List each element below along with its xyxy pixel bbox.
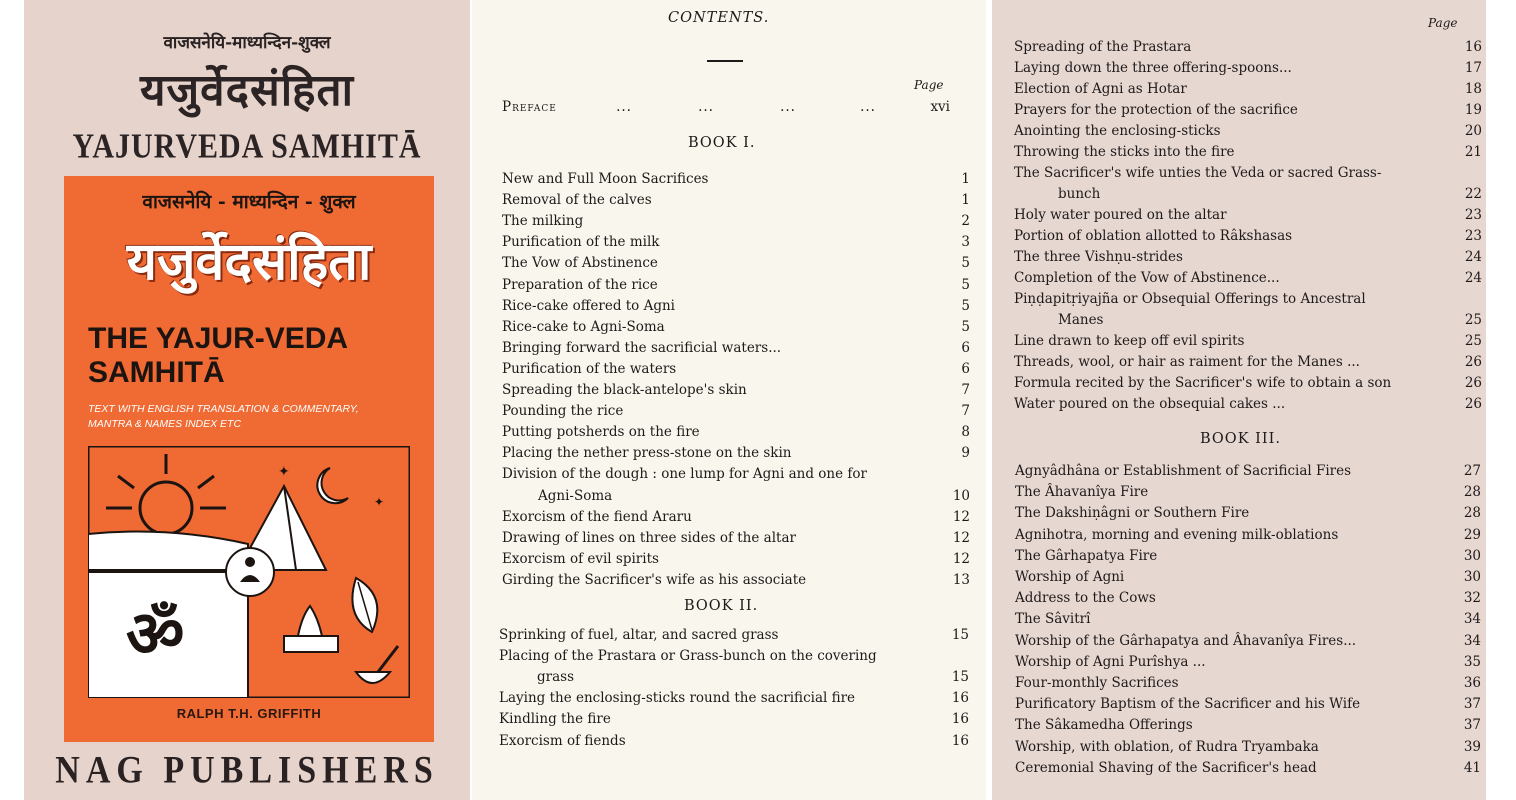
- toc-page: 23: [1464, 207, 1482, 223]
- toc-title: The milking: [502, 213, 584, 230]
- toc-entry: [502, 401, 970, 422]
- toc-entry: [1015, 609, 1481, 630]
- toc-entry: [502, 549, 970, 570]
- toc-title: Exorcism of evil spirits: [502, 550, 659, 567]
- svg-text:ॐ: ॐ: [126, 597, 185, 672]
- toc-page: 15: [951, 627, 969, 643]
- contents-heading: CONTENTS.: [668, 10, 770, 26]
- toc-page: 36: [1463, 675, 1481, 691]
- toc-entry: [502, 464, 950, 485]
- toc-title: Removal of the calves: [502, 192, 652, 209]
- toc-entry: [502, 232, 970, 253]
- toc-title: Worship of the Gârhapatya and Âhavanîya Fires...: [1015, 632, 1357, 649]
- cover-illustration: [88, 446, 410, 698]
- toc-entry: [1014, 205, 1482, 226]
- toc-title: Water poured on the obsequial cakes ...: [1014, 396, 1286, 412]
- book-3-heading: BOOK III.: [1200, 431, 1281, 447]
- toc-title: Laying the enclosing-sticks round the sacrificial fire: [499, 690, 856, 707]
- toc-entry: [502, 528, 970, 549]
- toc-title: New and Full Moon Sacrifices: [502, 171, 709, 187]
- toc-title: Ceremonial Shaving of the Sacrificer's head: [1015, 759, 1317, 776]
- svg-text:✦: ✦: [278, 464, 290, 480]
- toc-page: 34: [1463, 611, 1481, 628]
- toc-page: 26: [1464, 354, 1482, 370]
- toc-entry: [502, 380, 970, 401]
- leader-dots: ...: [698, 99, 714, 115]
- toc-title: Preparation of the rice: [502, 276, 658, 293]
- heading-rule: [707, 60, 743, 62]
- toc-page: 10: [952, 487, 970, 504]
- toc-entry: [1014, 37, 1482, 58]
- page-column-label: Page: [914, 78, 944, 92]
- toc-title: Division of the dough : one lump for Agni and one for: [502, 466, 867, 483]
- toc-title: Kindling the fire: [499, 711, 611, 728]
- toc-page: 16: [951, 732, 969, 749]
- book-english-title: [88, 322, 428, 390]
- toc-page: 32: [1463, 590, 1481, 607]
- toc-entry: [1015, 525, 1481, 546]
- book-title-line-2: SAMHITĀ: [88, 356, 225, 389]
- toc-entry: [502, 169, 970, 190]
- toc-title: Purification of the milk: [502, 234, 660, 251]
- toc-page: 5: [961, 297, 970, 314]
- toc-page: 28: [1463, 484, 1481, 501]
- toc-title: Anointing the enclosing-sticks: [1014, 123, 1221, 139]
- toc-title: Piṇḍapitṛiyajña or Obsequial Offerings to Ancestral: [1014, 291, 1366, 307]
- toc-title: The three Vishṇu-strides: [1014, 249, 1183, 265]
- publisher-name: NAG PUBLISHERS: [55, 749, 439, 792]
- toc-entry: [502, 317, 970, 338]
- toc-page: 26: [1464, 396, 1482, 412]
- toc-entry: [502, 296, 970, 317]
- toc-entry: [502, 253, 970, 274]
- toc-page: 27: [1463, 463, 1481, 479]
- toc-entry: [1014, 121, 1482, 142]
- toc-title: Exorcism of fiends: [499, 732, 626, 749]
- leader-dots: ...: [860, 99, 876, 115]
- toc-page: 1: [961, 171, 970, 187]
- contents-page-1: [472, 0, 986, 800]
- toc-page: 24: [1464, 270, 1482, 286]
- toc-entry: [502, 190, 970, 211]
- toc-entry: [1015, 758, 1481, 779]
- toc-page: 25: [1464, 312, 1482, 328]
- toc-entry: [1014, 58, 1482, 79]
- toc-page: 25: [1464, 333, 1482, 349]
- toc-entry: [1014, 394, 1482, 415]
- toc-entry: [1014, 142, 1482, 163]
- toc-entry: [1014, 373, 1482, 394]
- toc-page: xvi: [930, 99, 950, 115]
- toc-title: bunch: [1058, 186, 1101, 202]
- toc-entry: [499, 731, 969, 752]
- toc-title: The Sâkamedha Offerings: [1015, 717, 1193, 734]
- book-subtitle: [88, 402, 428, 432]
- book-hindi-subtitle: वाजसनेयि - माध्यन्दिन - शुक्ल: [142, 191, 356, 213]
- toc-title: Agnihotra, morning and evening milk-oblations: [1015, 526, 1339, 543]
- toc-page: 7: [961, 403, 970, 420]
- page-column-label: Page: [1428, 16, 1458, 30]
- toc-entry: [1015, 673, 1481, 694]
- toc-entry: [1058, 184, 1482, 205]
- toc-title: Line drawn to keep off evil spirits: [1014, 333, 1245, 349]
- toc-page: 8: [961, 424, 970, 441]
- toc-title: The Vow of Abstinence: [502, 255, 658, 272]
- toc-entry: [1015, 694, 1481, 715]
- toc-entry: [1058, 310, 1482, 331]
- toc-title: Agni-Soma: [538, 487, 613, 504]
- toc-page: 18: [1464, 81, 1482, 97]
- toc-page: 17: [1464, 60, 1482, 76]
- cover-hindi-title: यजुर्वेदसंहिता: [140, 65, 354, 116]
- toc-entry: [502, 211, 970, 232]
- toc-entry: [1014, 268, 1482, 289]
- toc-entry: [1014, 331, 1482, 352]
- toc-title: The Gârhapatya Fire: [1015, 547, 1158, 564]
- toc-title: Placing of the Prastara or Grass-bunch on the covering: [499, 648, 877, 665]
- cover-english-title: YAJURVEDA SAMHITĀ: [72, 127, 422, 166]
- cover-panel: [24, 0, 470, 800]
- toc-page: 15: [951, 669, 969, 686]
- svg-text:✦: ✦: [374, 495, 385, 509]
- toc-page: 13: [952, 571, 970, 588]
- toc-entry: [1015, 631, 1481, 652]
- cover-hindi-subtitle: वाजसनेयि-माध्यन्दिन-शुक्ल: [163, 33, 331, 53]
- toc-title: Rice-cake to Agni-Soma: [502, 318, 665, 335]
- toc-title: Laying down the three offering-spoons...: [1014, 60, 1292, 76]
- book-cover-image: [64, 176, 434, 742]
- toc-page: 9: [961, 445, 970, 462]
- toc-page: 6: [961, 360, 970, 377]
- toc-page: 3: [961, 234, 970, 251]
- toc-page: 20: [1464, 123, 1482, 139]
- toc-title: Spreading the black-antelope's skin: [502, 382, 747, 398]
- book-subtitle-line-1: TEXT WITH ENGLISH TRANSLATION & COMMENTARY,: [88, 403, 359, 415]
- toc-title: Placing the nether press-stone on the skin: [502, 445, 792, 462]
- toc-page: 16: [1464, 39, 1482, 55]
- toc-title: Portion of oblation allotted to Râkshasas: [1014, 228, 1293, 244]
- toc-entry: [502, 422, 970, 443]
- toc-entry: [499, 709, 969, 730]
- toc-page: 7: [961, 382, 970, 398]
- toc-entry: [1014, 163, 1474, 184]
- contents-page-2: [992, 0, 1486, 800]
- toc-title: Sprinking of fuel, altar, and sacred grass: [499, 627, 779, 643]
- toc-page: 6: [961, 339, 970, 356]
- toc-page: 2: [961, 213, 970, 230]
- toc-entry: [537, 667, 969, 688]
- om-icon: [88, 572, 248, 698]
- toc-entry: [502, 338, 970, 359]
- toc-entry: [1015, 588, 1481, 609]
- book-hindi-title: यजुर्वेदसंहिता: [126, 231, 372, 292]
- toc-page: 41: [1463, 759, 1481, 776]
- toc-title: Pounding the rice: [502, 403, 624, 420]
- toc-entry: [502, 507, 970, 528]
- toc-title: Purification of the waters: [502, 360, 677, 377]
- toc-page: 22: [1464, 186, 1482, 202]
- book-2-heading: BOOK II.: [684, 598, 759, 614]
- toc-page: 5: [961, 276, 970, 293]
- toc-title: Exorcism of the fiend Araru: [502, 508, 692, 525]
- toc-page: 1: [961, 192, 970, 209]
- toc-title: Address to the Cows: [1015, 590, 1156, 607]
- toc-page: 26: [1464, 375, 1482, 391]
- toc-title: Election of Agni as Hotar: [1014, 81, 1187, 97]
- toc-page: 28: [1463, 505, 1481, 522]
- book-title-line-1: THE YAJUR-VEDA: [88, 322, 349, 355]
- toc-title: The Sacrificer's wife unties the Veda or sacred Grass-: [1014, 165, 1382, 181]
- toc-entry: [1014, 226, 1482, 247]
- toc-entry: [1015, 482, 1481, 503]
- toc-entry: [1014, 100, 1482, 121]
- book-1-heading: BOOK I.: [688, 135, 756, 151]
- toc-title: Manes: [1058, 312, 1104, 328]
- toc-page: 24: [1464, 249, 1482, 265]
- toc-page: 12: [952, 529, 970, 546]
- toc-entry: [1014, 79, 1482, 100]
- toc-title: Purificatory Baptism of the Sacrificer and his Wife: [1015, 696, 1361, 713]
- book-subtitle-line-2: MANTRA & NAMES INDEX ETC: [88, 418, 242, 430]
- toc-page: 5: [961, 318, 970, 335]
- toc-page: 35: [1463, 653, 1481, 670]
- toc-title: Worship of Agni Purîshya ...: [1015, 653, 1206, 670]
- toc-page: 37: [1463, 717, 1481, 734]
- toc-page: 39: [1463, 738, 1481, 755]
- toc-entry: [499, 646, 947, 667]
- toc-page: 12: [952, 508, 970, 525]
- toc-title: Girding the Sacrificer's wife as his associate: [502, 571, 807, 588]
- toc-title: Worship, with oblation, of Rudra Tryambaka: [1015, 738, 1319, 755]
- toc-page: 19: [1464, 102, 1482, 118]
- toc-title: Rice-cake offered to Agni: [502, 297, 675, 314]
- toc-entry: [1015, 503, 1481, 524]
- meditating-figure-icon: [226, 548, 274, 596]
- toc-entry: [1014, 289, 1474, 310]
- toc-entry: [502, 275, 970, 296]
- toc-entry: [1015, 715, 1481, 736]
- toc-entry: [1015, 546, 1481, 567]
- toc-entry-preface: [502, 97, 950, 118]
- book-author: RALPH T.H. GRIFFITH: [176, 706, 322, 721]
- toc-title: Holy water poured on the altar: [1014, 207, 1227, 223]
- toc-entry: [1015, 737, 1481, 758]
- toc-entry: [538, 486, 970, 507]
- toc-title: grass: [537, 669, 574, 686]
- toc-entry: [502, 359, 970, 380]
- toc-title: The Âhavanîya Fire: [1015, 484, 1149, 501]
- toc-title: Completion of the Vow of Abstinence...: [1014, 270, 1280, 286]
- toc-page: 34: [1463, 632, 1481, 649]
- toc-page: 30: [1463, 569, 1481, 585]
- toc-title: Threads, wool, or hair as raiment for the Manes ...: [1014, 354, 1360, 370]
- toc-entry: [499, 625, 969, 646]
- toc-page: 16: [951, 711, 969, 728]
- toc-title: The Sâvitrî: [1015, 611, 1091, 628]
- toc-page: 12: [952, 550, 970, 567]
- toc-entry: [499, 688, 969, 709]
- toc-entry: [1015, 652, 1481, 673]
- toc-entry: [1015, 567, 1481, 588]
- toc-title: Drawing of lines on three sides of the altar: [502, 529, 796, 546]
- leader-dots: ...: [616, 99, 632, 115]
- toc-title: Spreading of the Prastara: [1014, 39, 1192, 55]
- toc-page: 29: [1463, 526, 1481, 543]
- leader-dots: ...: [780, 99, 796, 115]
- toc-title: Four-monthly Sacrifices: [1015, 675, 1179, 691]
- toc-title: Worship of Agni: [1015, 569, 1125, 585]
- toc-title: Prayers for the protection of the sacrifice: [1014, 102, 1298, 118]
- toc-entry: [1015, 461, 1481, 482]
- toc-entry: [1014, 352, 1482, 373]
- toc-page: 23: [1464, 228, 1482, 244]
- toc-title: Bringing forward the sacrificial waters...: [502, 339, 782, 356]
- toc-entry: [502, 570, 970, 591]
- toc-title: Putting potsherds on the fire: [502, 424, 700, 441]
- toc-page: 30: [1463, 547, 1481, 564]
- toc-title: The Dakshiṇâgni or Southern Fire: [1015, 505, 1250, 522]
- toc-page: 21: [1464, 144, 1482, 160]
- toc-title: Throwing the sticks into the fire: [1014, 144, 1235, 160]
- toc-entry: [502, 443, 970, 464]
- toc-page: 16: [951, 690, 969, 707]
- toc-title: Formula recited by the Sacrificer's wife to obtain a son: [1014, 375, 1392, 391]
- toc-title: Agnyâdhâna or Establishment of Sacrificial Fires: [1015, 463, 1352, 479]
- toc-title: Preface: [502, 99, 557, 115]
- toc-page: 5: [961, 255, 970, 272]
- toc-page: 37: [1463, 696, 1481, 713]
- toc-entry: [1014, 247, 1482, 268]
